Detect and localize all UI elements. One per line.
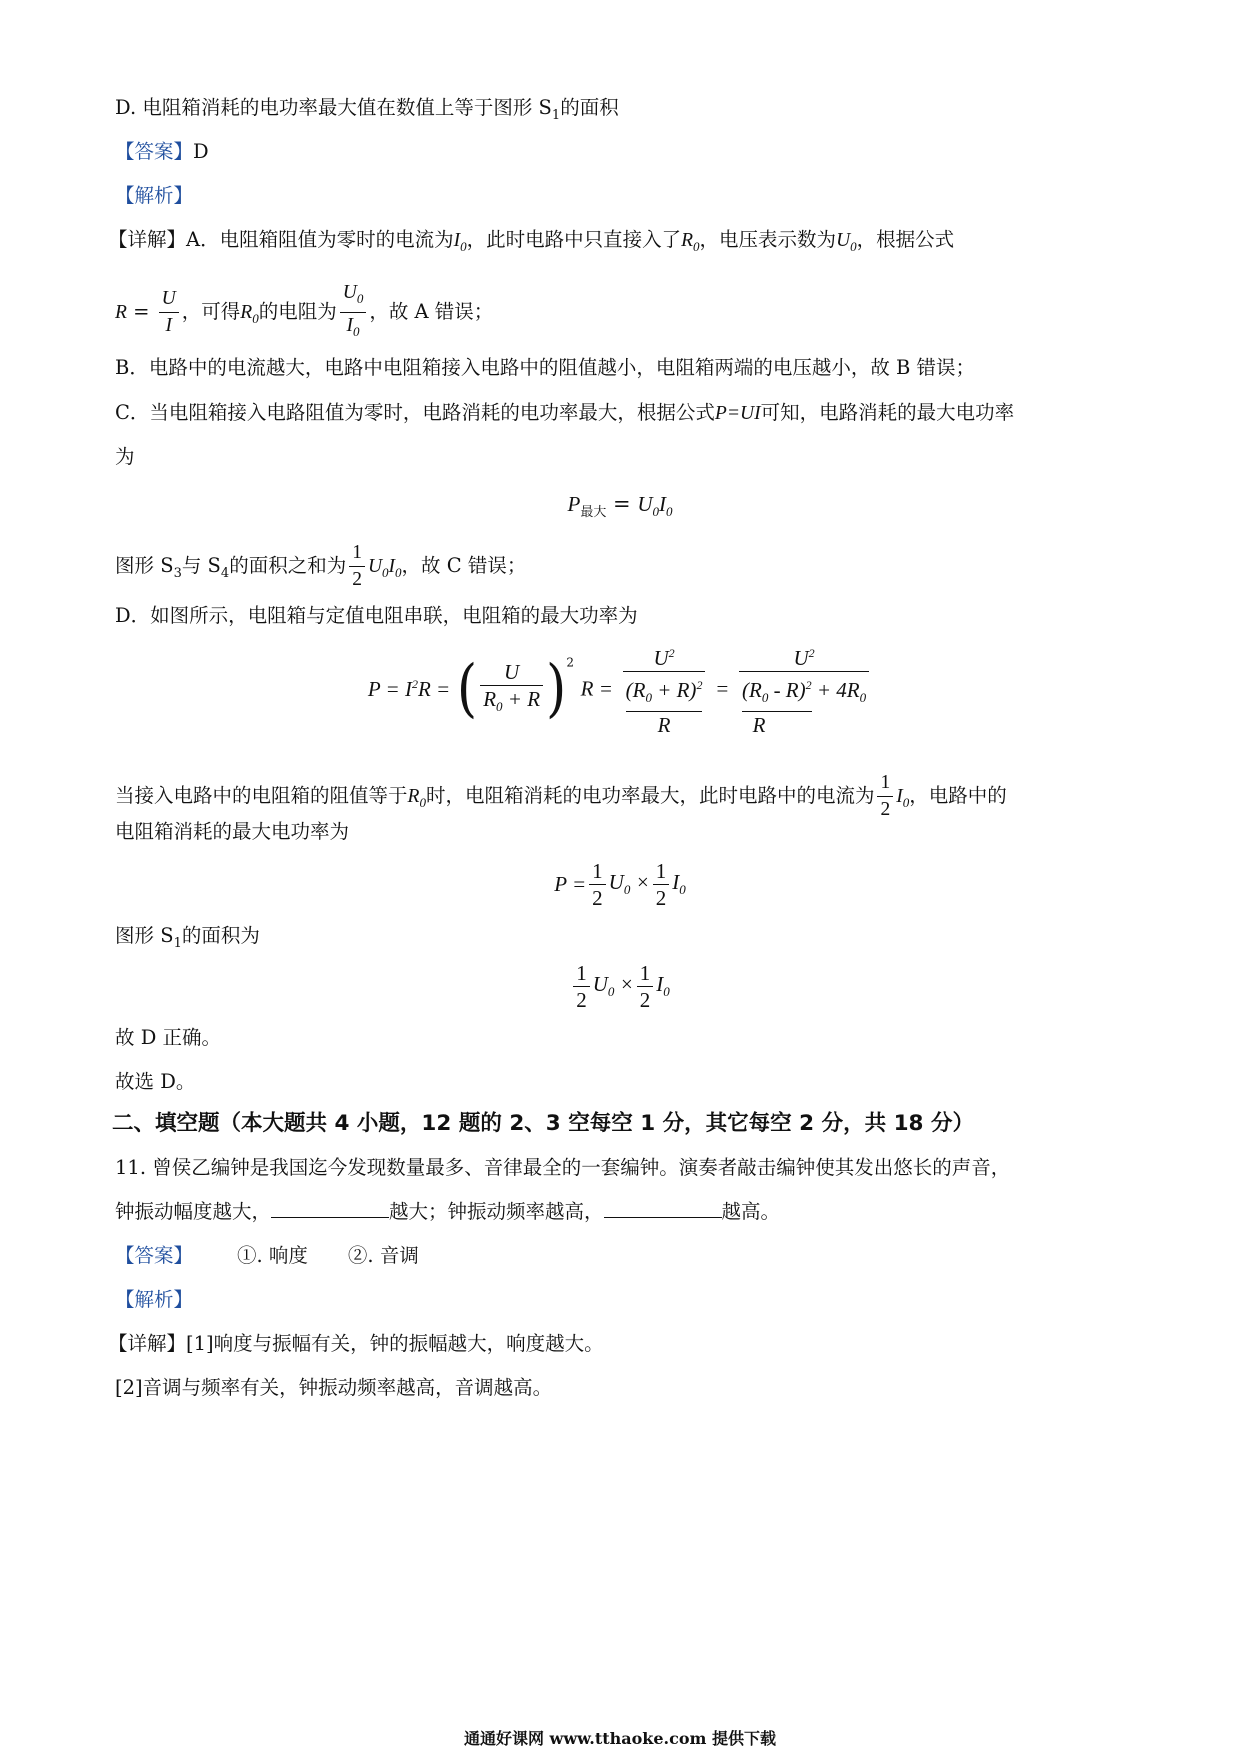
subscript-3: 3 xyxy=(173,565,182,581)
answer-2-line xyxy=(115,1242,419,1270)
detail-d-text: D．如图所示，电阻箱与定值电阻串联，电阻箱的最大功率为 xyxy=(115,604,638,627)
option-c-text-2: 可知，电路消耗的最大电功率 xyxy=(760,401,1015,424)
option-b-line xyxy=(115,354,975,382)
pmax-subscript: 最大 xyxy=(580,505,607,521)
fill-blank-1 xyxy=(271,1199,389,1218)
option-c-line-2 xyxy=(115,443,135,471)
answer-2-value-2: ②. 音调 xyxy=(347,1244,419,1267)
subscript-1: 1 xyxy=(173,935,182,951)
detail-a-text-4: ，根据公式 xyxy=(856,228,955,251)
d-correct-text: 故 D 正确。 xyxy=(115,1026,222,1049)
when-text-3: ，电路中的 xyxy=(909,784,1007,807)
when-line-2 xyxy=(115,818,349,846)
formula-text-3: ，故 A 错误； xyxy=(369,299,494,323)
s1-text-2: 的面积为 xyxy=(181,924,260,947)
question-11-text: 11. 曾侯乙编钟是我国迄今发现数量最多、音律最全的一套编钟。演奏者敲击编钟使其发出悠长的声音， xyxy=(115,1156,1011,1179)
answer-value: D xyxy=(193,140,209,163)
subscript: 1 xyxy=(551,107,561,123)
math-r0-3: $R_0$ xyxy=(407,786,426,810)
analysis-tag: 【解析】 xyxy=(115,184,194,207)
detail-a-text-3: ，电压表示数为 xyxy=(699,228,837,251)
formula-r-line: R = $\frac{U}{I}$ ，可得$R_0$的电阻为 $\frac{U_0}{I_0}$ ，故 A 错误； xyxy=(115,280,493,345)
sum-text: 的面积之和为 xyxy=(229,554,347,577)
detail-a-text-2: ，此时电路中只直接入了 xyxy=(466,228,682,251)
s1-text: 图形 S xyxy=(115,924,174,947)
analysis-2-tag: 【解析】 xyxy=(115,1288,194,1311)
answer-2-value-1: ①. 响度 xyxy=(237,1244,308,1267)
fraction-half-2: $\frac{1}{2}$ xyxy=(877,770,893,823)
fraction-u-over-i: $\frac{U}{I}$ xyxy=(159,286,179,339)
answer-tag: 【答案】 xyxy=(115,140,194,163)
s3-text: 图形 S xyxy=(115,554,174,577)
question-11-text-b: 越大；钟振动频率越高， xyxy=(389,1200,604,1223)
choose-text: 故选 D。 xyxy=(115,1070,196,1093)
math-u0: $U_0$ xyxy=(836,230,857,254)
when-text-4: 电阻箱消耗的最大电功率为 xyxy=(115,820,350,843)
math-r: R xyxy=(115,301,127,323)
when-text: 当接入电路中的电阻箱的阻值等于 xyxy=(115,784,408,807)
question-11-line-2 xyxy=(115,1198,780,1226)
detail-3-text: [2]音调与频率有关，钟振动频率越高，音调越高。 xyxy=(115,1376,553,1399)
fraction-u0-over-i0: $\frac{U_0}{I_0}$ xyxy=(340,280,367,345)
equation-p-half: P = $\frac{1}{2}$ $U_0$ × $\frac{1}{2}$ $I_0$ xyxy=(554,859,686,910)
option-c-text-3: 为 xyxy=(115,445,135,468)
option-d-text: D. 电阻箱消耗的电功率最大值在数值上等于图形 S xyxy=(115,96,552,119)
page-footer: 通通好课网 www.tthaoke.com 提供下载 xyxy=(463,1729,777,1748)
math-r0-2: $R_0$ xyxy=(240,301,259,326)
s1-line xyxy=(115,922,260,958)
option-d-line xyxy=(115,94,619,130)
option-c-text: C．当电阻箱接入电路阻值为零时，电路消耗的电功率最大，根据公式 xyxy=(115,401,715,424)
equation-pmax: $P_{最大} = U_0I_0$ xyxy=(567,492,673,521)
section-heading xyxy=(112,1110,974,1138)
section-heading-text: 二、填空题（本大题共 4 小题，12 题的 2、3 空每空 1 分，其它每空 2 分，共 18 分） xyxy=(112,1111,974,1136)
answer-2-tag: 【答案】 xyxy=(115,1244,194,1267)
question-11-text-c: 越高。 xyxy=(721,1200,781,1223)
detail-a-text: A．电阻箱阻值为零时的电流为 xyxy=(186,228,454,251)
formula-text-1: ，可得 xyxy=(181,299,241,323)
analysis-line xyxy=(115,182,193,210)
detail-d-line xyxy=(115,602,638,630)
detail-a-line xyxy=(108,226,954,261)
choose-line xyxy=(115,1068,195,1096)
detail-2-line xyxy=(108,1330,604,1358)
equation-area: $\frac{1}{2}$ $U_0$ × $\frac{1}{2}$ $I_0$ xyxy=(0,960,1240,1013)
math-p-ui: P=UI xyxy=(714,403,761,424)
option-c-line xyxy=(115,399,1014,428)
question-11-line xyxy=(115,1154,1010,1182)
sum-text-2: ，故 C 错误； xyxy=(401,554,527,577)
detail-2-text: [1]响度与振幅有关，钟的振幅越大，响度越大。 xyxy=(186,1332,604,1355)
d-correct-line xyxy=(115,1024,221,1052)
detail-2-tag: 【详解】 xyxy=(108,1332,187,1355)
question-11-text-a: 钟振动幅度越大， xyxy=(115,1200,272,1223)
s4-text: 与 S xyxy=(181,554,221,577)
math-r0: $R_0$ xyxy=(681,230,700,254)
s3-s4-line: 图形 $S_3$与 $S_4$的面积之和为 $\frac{1}{2}$ $U_0I_0$，故 C 错误； xyxy=(115,540,526,593)
when-text-2: 时，电阻箱消耗的电功率最大，此时电路中的电流为 xyxy=(425,784,875,807)
answer-line xyxy=(115,138,209,166)
when-line: 当接入电路中的电阻箱的阻值等于$R_0$时，电阻箱消耗的电功率最大，此时电路中的电流为 $\frac{1}{2}$ $I_0$，电路中的 xyxy=(115,770,1007,823)
analysis-2-line xyxy=(115,1286,193,1314)
option-b-text: B．电路中的电流越大，电路中电阻箱接入电路中的阻值越小，电阻箱两端的电压越小，故 B 错误； xyxy=(115,356,976,379)
math-i0: $I_0$ xyxy=(453,230,467,254)
formula-text-2: 的电阻为 xyxy=(258,299,337,323)
detail-3-line xyxy=(115,1374,552,1402)
fraction-half: $\frac{1}{2}$ xyxy=(349,540,365,593)
equation-power: $P = I^2R$ = ( $\frac{U}{R_0 + R}$ )$^2$ R = $U^2$ $(R_0 + R)^2$ R = $U^2$ $(R_0 - R)^2 + 4R_0$ R xyxy=(0,640,1240,738)
detail-tag: 【详解】 xyxy=(108,228,187,251)
subscript-4: 4 xyxy=(220,565,230,581)
option-d-text-end: 的面积 xyxy=(560,96,619,119)
fill-blank-2 xyxy=(604,1199,722,1218)
